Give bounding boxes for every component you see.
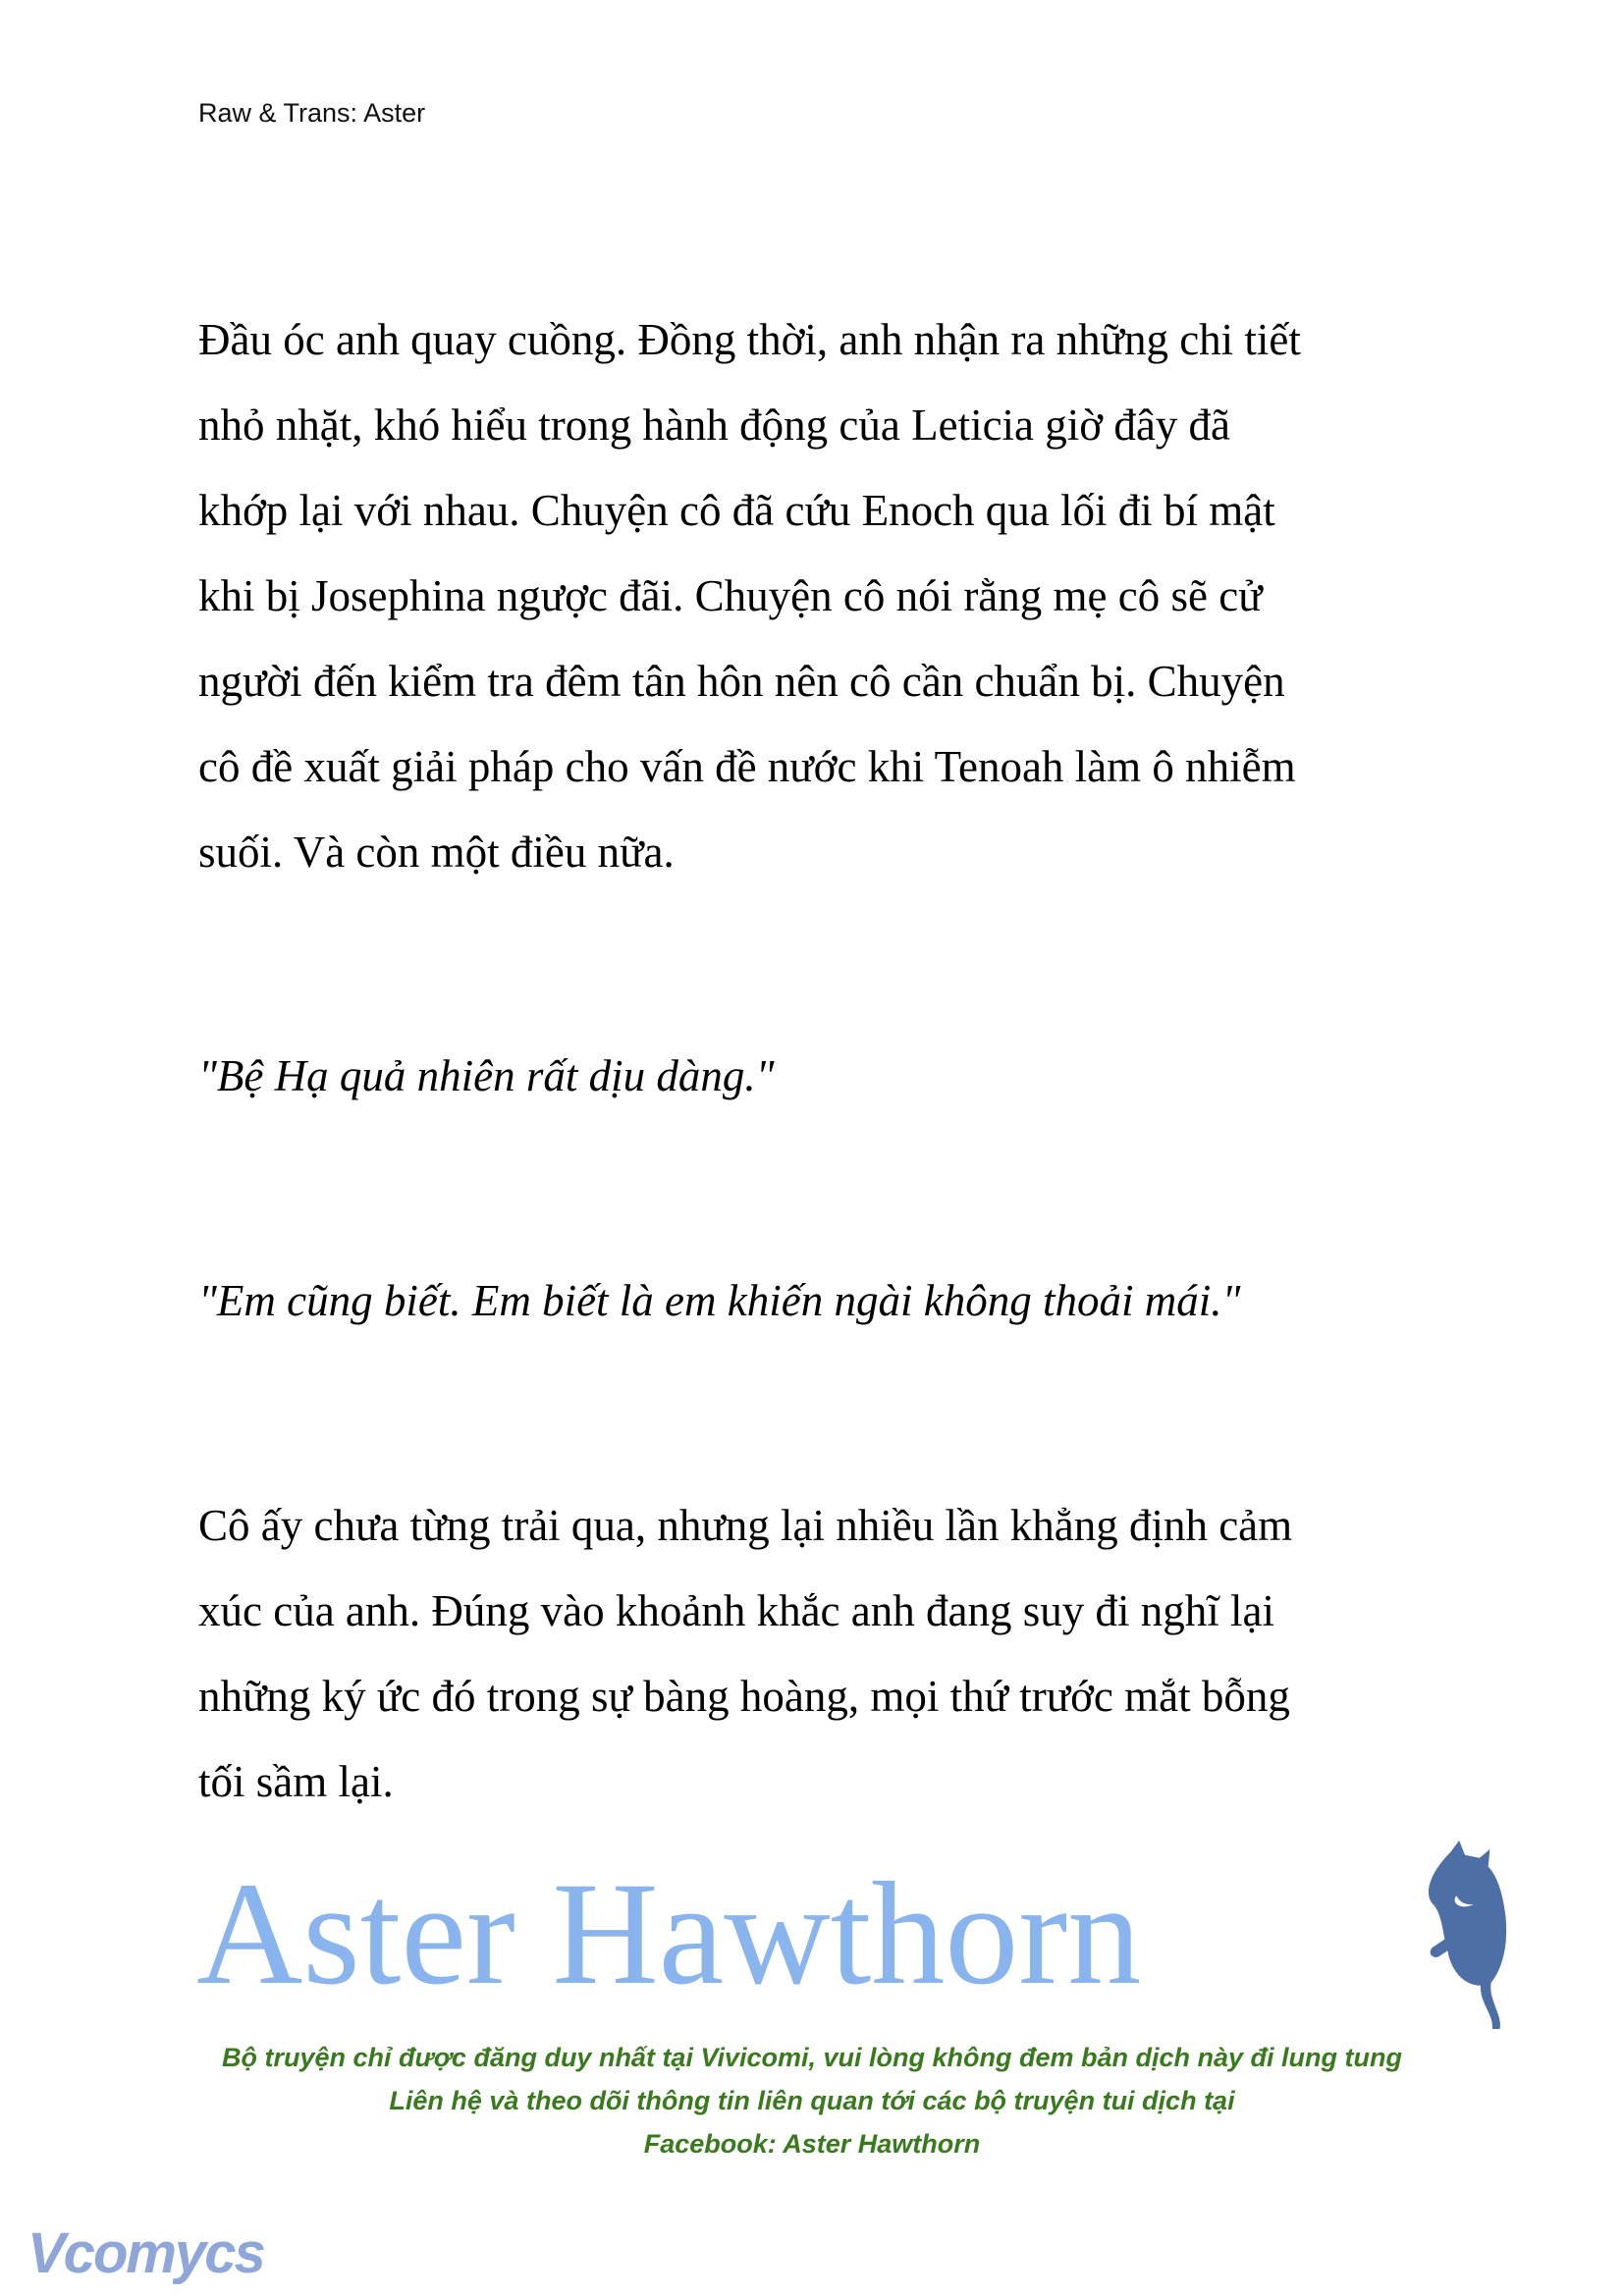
paragraph-2: [198, 1483, 1475, 1825]
text-line: nhỏ nhặt, khó hiểu trong hành động của Leticia giờ đây đã: [198, 400, 1231, 450]
text-line: suối. Và còn một điều nữa.: [198, 828, 675, 877]
footer-line: Bộ truyện chỉ được đăng duy nhất tại Vivicomi, vui lòng không đem bản dịch này đi lung tung: [222, 2043, 1402, 2072]
text-line: Đầu óc anh quay cuồng. Đồng thời, anh nhận ra những chi tiết: [198, 315, 1301, 364]
text-line: cô đề xuất giải pháp cho vấn đề nước khi Tenoah làm ô nhiễm: [198, 742, 1296, 791]
text-line: khi bị Josephina ngược đãi. Chuyện cô nói rằng mẹ cô sẽ cử: [198, 571, 1263, 620]
quote-1: "Bệ Hạ quả nhiên rất dịu dàng.": [198, 1051, 775, 1100]
cat-silhouette-icon: [1414, 1841, 1522, 2032]
text-line: khớp lại với nhau. Chuyện cô đã cứu Enoch qua lối đi bí mật: [198, 486, 1275, 535]
vcomycs-logo: Vcomycs: [27, 2221, 264, 2285]
text-line: Cô ấy chưa từng trải qua, nhưng lại nhiều lần khẳng định cảm: [198, 1501, 1293, 1550]
quote-2: "Em cũng biết. Em biết là em khiến ngài không thoải mái.": [198, 1276, 1241, 1325]
footer-facebook: Facebook: Aster Hawthorn: [643, 2129, 981, 2159]
text-line: người đến kiểm tra đêm tân hôn nên cô cần chuẩn bị. Chuyện: [198, 657, 1285, 706]
text-line: những ký ức đó trong sự bàng hoàng, mọi thứ trước mắt bỗng: [198, 1672, 1290, 1721]
text-line: xúc của anh. Đúng vào khoảnh khắc anh đang suy đi nghĩ lại: [198, 1586, 1274, 1635]
header-credit: Raw & Trans: Aster: [198, 98, 426, 128]
paragraph-1: [198, 297, 1475, 895]
footer-line: Liên hệ và theo dõi thông tin liên quan tới các bộ truyện tui dịch tại: [389, 2086, 1235, 2115]
watermark: Aster Hawthorn: [196, 1852, 1142, 2015]
text-line: tối sầm lại.: [198, 1757, 394, 1806]
footer-notice: [0, 2036, 1624, 2165]
